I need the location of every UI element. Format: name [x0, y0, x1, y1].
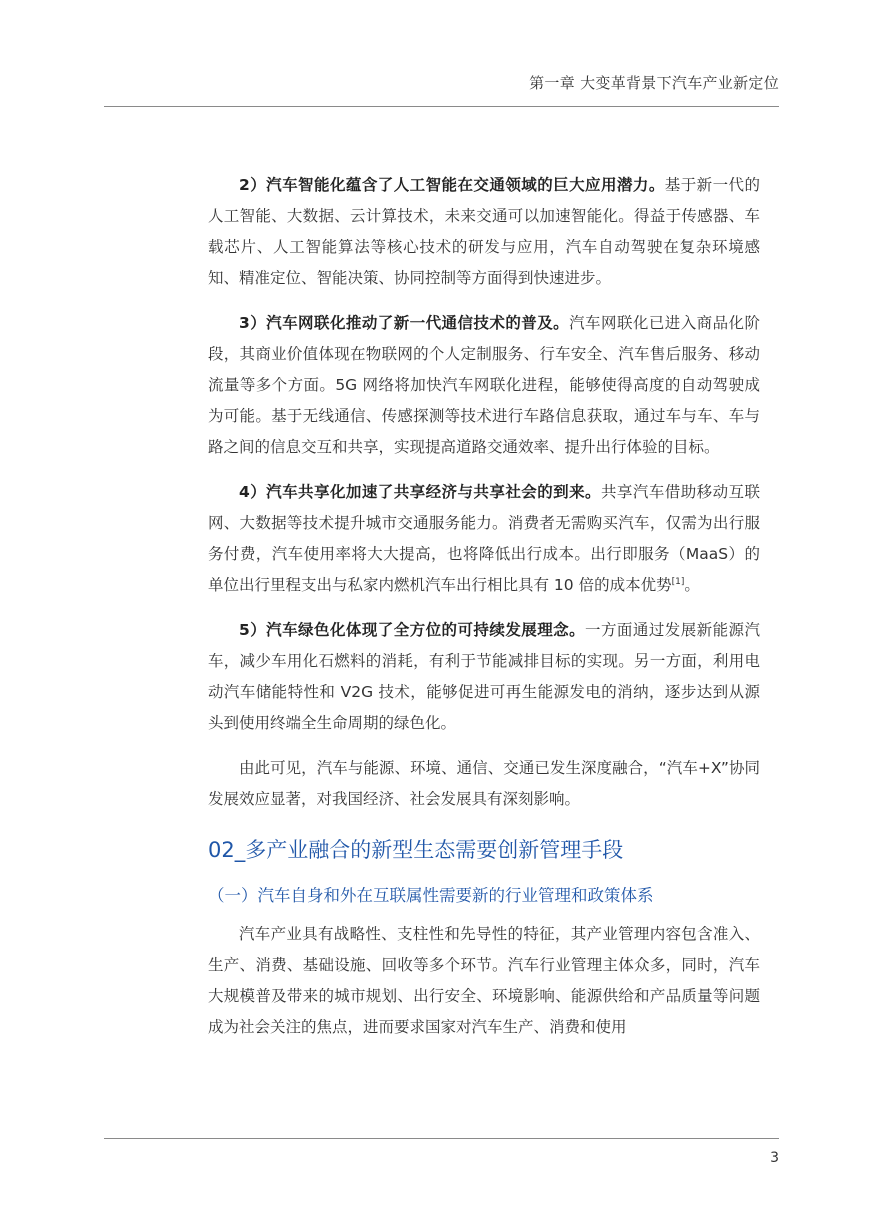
paragraph-text: 由此可见，汽车与能源、环境、通信、交通已发生深度融合，“汽车+X”协同发展效应显著，对我国经济、社会发展具有深刻影响。 — [208, 759, 760, 808]
paragraph-intelligence — [208, 170, 760, 294]
paragraph-lead: 2）汽车智能化蕴含了人工智能在交通领域的巨大应用潜力。 — [239, 176, 665, 194]
paragraph-lead: 3）汽车网联化推动了新一代通信技术的普及。 — [239, 314, 570, 332]
paragraph-text: 共享汽车借助移动互联网、大数据等技术提升城市交通服务能力。消费者无需购买汽车，仅需为出行服务付费，汽车使用率将大大提高，也将降低出行成本。出行即服务（MaaS）的单位出行里程支出与私家内燃机汽车出行相比具有 10 倍的成本优势 — [208, 483, 760, 594]
citation-reference[interactable]: [1] — [671, 576, 685, 587]
running-header: 第一章 大变革背景下汽车产业新定位 — [529, 74, 779, 92]
section-heading: 02_多产业融合的新型生态需要创新管理手段 — [208, 838, 624, 862]
paragraph-green — [208, 615, 760, 739]
paragraph-tail: 。 — [684, 576, 700, 594]
paragraph-lead: 4）汽车共享化加速了共享经济与共享社会的到来。 — [239, 483, 601, 501]
paragraph-text: 基于新一代的人工智能、大数据、云计算技术，未来交通可以加速智能化。得益于传感器、车载芯片、人工智能算法等核心技术的研发与应用，汽车自动驾驶在复杂环境感知、精准定位、智能决策、协同控制等方面得到快速进步。 — [208, 176, 760, 287]
paragraph-sharing — [208, 477, 760, 601]
page-number: 3 — [770, 1150, 779, 1166]
paragraph-text: 汽车产业具有战略性、支柱性和先导性的特征，其产业管理内容包含准入、生产、消费、基础设施、回收等多个环节。汽车行业管理主体众多，同时，汽车大规模普及带来的城市规划、出行安全、环境影响、能源供给和产品质量等问题成为社会关注的焦点，进而要求国家对汽车生产、消费和使用 — [208, 925, 760, 1036]
header-divider — [104, 106, 779, 107]
footer-divider — [104, 1138, 779, 1139]
paragraph-conclusion — [208, 753, 760, 815]
paragraph-industry-management — [208, 919, 760, 1043]
paragraph-connectivity — [208, 308, 760, 463]
page-body — [208, 170, 760, 1057]
paragraph-lead: 5）汽车绿色化体现了全方位的可持续发展理念。 — [239, 621, 586, 639]
paragraph-text: 汽车网联化已进入商品化阶段，其商业价值体现在物联网的个人定制服务、行车安全、汽车售后服务、移动流量等多个方面。5G 网络将加快汽车网联化进程，能够使得高度的自动驾驶成为可能。基于无线通信、传感探测等技术进行车路信息获取，通过车与车、车与路之间的信息交互和共享，实现提高道路交通效率、提升出行体验的目标。 — [208, 314, 760, 456]
paragraph-text: 一方面通过发展新能源汽车，减少车用化石燃料的消耗，有利于节能减排目标的实现。另一方面，利用电动汽车储能特性和 V2G 技术，能够促进可再生能源发电的消纳，逐步达到从源头到使用终端全生命周期的绿色化。 — [208, 621, 760, 732]
subsection-heading: （一）汽车自身和外在互联属性需要新的行业管理和政策体系 — [208, 886, 654, 905]
